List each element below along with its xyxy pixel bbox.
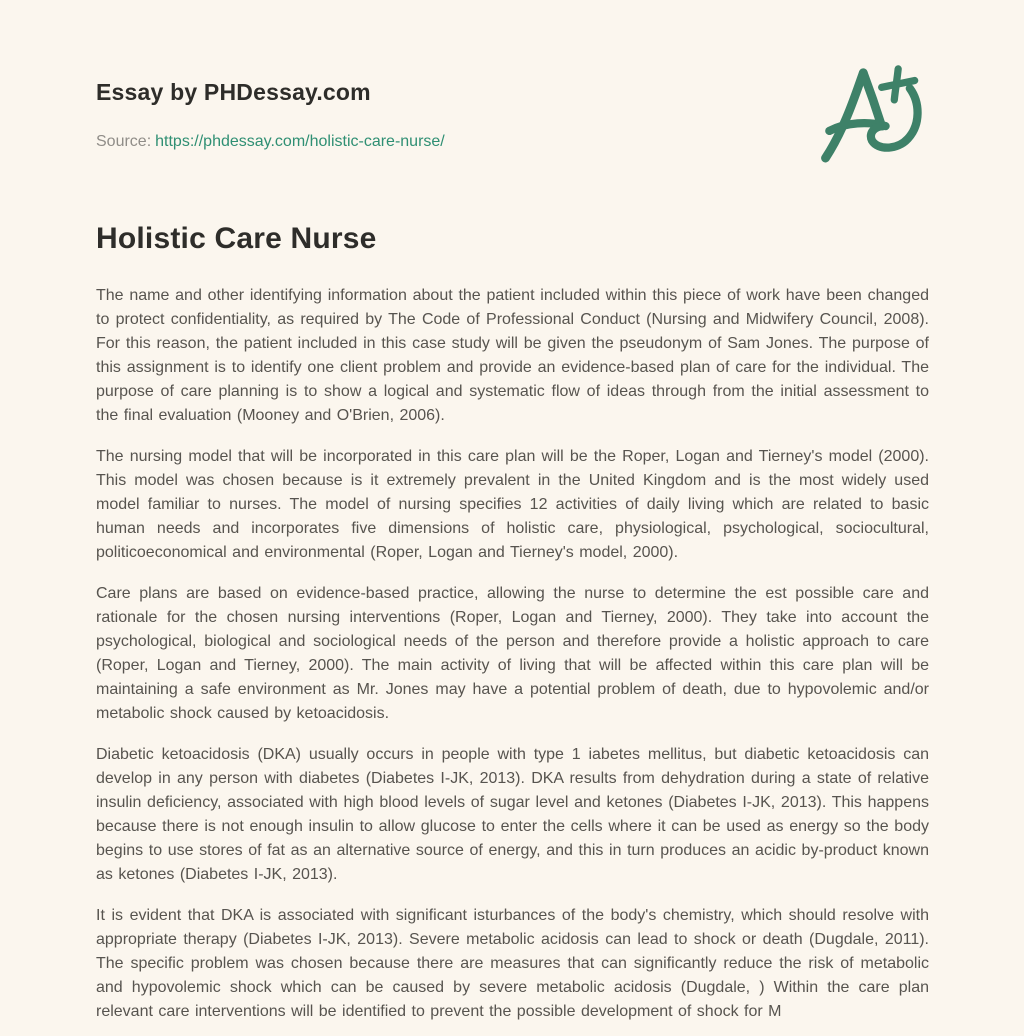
source-line: [96, 130, 929, 154]
paragraph-2: The nursing model that will be incorporated in this care plan will be the Roper, Logan and Tierney's model (2000). This model was chosen because is it extremely prevalent in the United Kingdom and is the most widely used model familiar to nurses. The model of nursing specifies 12 activities of daily living which are related to basic human needs and incorporates five dimensions of holistic care, physiological, psychological, sociocultural, politicoeconomical and environmental (Roper, Logan and Tierney's model, 2000).: [96, 448, 929, 561]
source-label: Source:: [96, 133, 152, 150]
essay-body: [96, 284, 929, 1024]
page-title: Holistic Care Nurse: [96, 222, 377, 255]
paragraph-3: Care plans are based on evidence-based practice, allowing the nurse to determine the est possible care and rationale for the chosen nursing interventions (Roper, Logan and Tierney, 2000). They take into account the psychological, biological and sociological needs of the person and therefore provide a holistic approach to care (Roper, Logan and Tierney, 2000). The main activity of living that will be affected within this care plan will be maintaining a safe environment as Mr. Jones may have a potential problem of death, due to hypovolemic and/or metabolic shock caused by ketoacidosis.: [96, 585, 929, 722]
paragraph-5: It is evident that DKA is associated with significant isturbances of the body's chemistry, which should resolve with appropriate therapy (Diabetes I-JK, 2013). Severe metabolic acidosis can lead to shock or death (Dugdale, 2011). The specific problem was chosen because there are measures that can significantly reduce the risk of metabolic and hypovolemic shock which can be caused by severe metabolic acidosis (Dugdale, ) Within the care plan relevant care interventions will be identified to prevent the possible development of shock for M: [96, 907, 929, 1020]
source-url-link[interactable]: https://phdessay.com/holistic-care-nurse/: [155, 133, 445, 150]
essay-main: [96, 220, 929, 1024]
header: [96, 78, 929, 154]
paragraph-4: Diabetic ketoacidosis (DKA) usually occurs in people with type 1 iabetes mellitus, but diabetic ketoacidosis can develop in any person with diabetes (Diabetes I-JK, 2013). DKA results from dehydration during a state of relative insulin deficiency, associated with high blood levels of sugar level and ketones (Diabetes I-JK, 2013). This happens because there is not enough insulin to allow glucose to enter the cells where it can be used as energy so the body begins to use stores of fat as an alternative source of energy, and this in turn produces an acidic by-product known as ketones (Diabetes I-JK, 2013).: [96, 746, 929, 883]
phdessay-a-plus-logo: [809, 57, 935, 169]
paragraph-1: The name and other identifying information about the patient included within this piece of work have been changed to protect confidentiality, as required by The Code of Professional Conduct (Nursing and Midwifery Council, 2008). For this reason, the patient included in this case study will be given the pseudonym of Sam Jones. The purpose of this assignment is to identify one client problem and provide an evidence-based plan of care for the individual. The purpose of care planning is to show a logical and systematic flow of ideas through from the initial assessment to the final evaluation (Mooney and O'Brien, 2006).: [96, 287, 929, 424]
logo-a-left-leg: [825, 73, 863, 158]
byline: Essay by PHDessay.com: [96, 79, 371, 105]
logo-a-right-leg: [863, 73, 881, 126]
